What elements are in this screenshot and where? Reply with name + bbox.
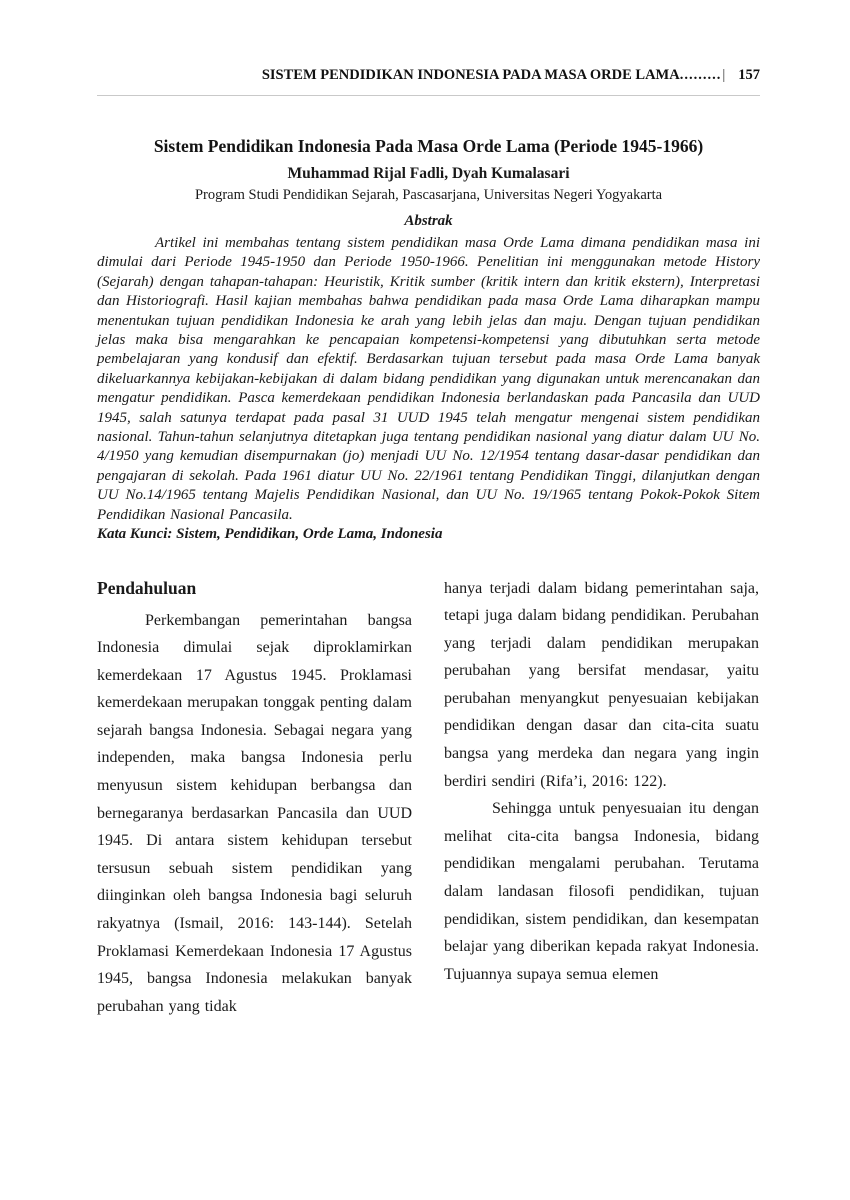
article-affiliation: Program Studi Pendidikan Sejarah, Pascasarjana, Universitas Negeri Yogyakarta (194, 187, 663, 203)
keywords-line: Kata Kunci: Sistem, Pendidikan, Orde Lama, Indonesia (97, 526, 443, 543)
header-dots: ......... (679, 67, 722, 83)
left-column (97, 575, 412, 1021)
page-number: 157 (738, 67, 760, 83)
body-paragraph: Perkembangan pemerintahan bangsa Indonesia dimulai sejak diproklamirkan kemerdekaan 17 Agustus 1945. Proklamasi kemerdekaan merupakan tonggak penting dalam sejarah bangsa Indonesia. Sebagai negara yang independen, maka bangsa Indonesia perlu menyusun sistem kehidupan berbangsa dan bernegaranya berdasarkan Pancasila dan UUD 1945. Di antara sistem kehidupan tersebut tersusun sebuah sistem pendidikan yang diinginkan oleh bangsa Indonesia bagi seluruh rakyatnya (Ismail, 2016: 143-144). Setelah Proklamasi Kemerdekaan Indonesia 17 Agustus 1945, bangsa Indonesia melakukan banyak perubahan yang tidak (97, 611, 412, 1015)
body-paragraph: Sehingga untuk penyesuaian itu dengan melihat cita-cita bangsa Indonesia, bidang pendidikan mengalami perubahan. Terutama dalam landasan filosofi pendidikan, tujuan pendidikan, sistem pendidikan, dan kesempatan belajar yang diberikan kepada rakyat Indonesia. Tujuannya supaya semua elemen (444, 800, 759, 983)
header-separator: | (722, 67, 726, 83)
section-heading-pendahuluan: Pendahuluan (97, 577, 197, 598)
abstract-text: Artikel ini membahas tentang sistem pendidikan masa Orde Lama dimana pendidikan masa ini dimulai dari Periode 1945-1950 dan Periode 1950-1966. Penelitian ini menggunakan metode History (Sejarah) dengan tahapan-tahapan: Heuristik, Kritik sumber (kritik intern dan kritik ekstern), Interpretasi dan Historiografi. Hasil kajian membahas bahwa pendidikan pada masa Orde Lama diharapkan mampu menentukan tujuan pendidikan Indonesia ke arah yang lebih jelas dan maju. Dengan tujuan pendidikan jelas maka bisa mengarahkan ke pencapaian kompetensi-kompetensi yang dibutuhkan serta metode pembelajaran yang kondusif dan efektif. Berdasarkan tujuan tersebut pada masa Orde Lama banyak dikeluarkannya kebijakan-kebijakan di dalam bidang pendidikan yang digunakan untuk merencanakan dan mengatur pendidikan. Pasca kemerdekaan pendidikan Indonesia berlandaskan pada Pancasila dan UUD 1945, salah satunya terdapat pada pasal 31 UUD 1945 telah mengatur mengenai sistem pendidikan nasional. Tahun-tahun selanjutnya ditetapkan juga tentang pendidikan nasional yang diatur dalam UU No. 4/1950 yang kemudian disempurnakan (jo) menjadi UU No. 12/1954 tentang dasar-dasar pendidikan dan pengajaran di sekolah. Pada 1961 diatur UU No. 22/1961 tentang Pendidikan Tinggi, dilanjutkan dengan UU No.14/1965 tentang Majelis Pendidikan Nasional, dan UU No. 19/1965 tentang Pokok-Pokok Sitem Pendidikan Nasional Pancasila. (97, 235, 760, 523)
right-column (444, 575, 759, 1021)
abstract-heading: Abstrak (404, 213, 453, 229)
running-title: SISTEM PENDIDIKAN INDONESIA PADA MASA ORDE LAMA (261, 67, 680, 83)
body-columns (97, 575, 760, 1021)
article-title: Sistem Pendidikan Indonesia Pada Masa Orde Lama (Periode 1945-1966) (153, 136, 704, 156)
body-paragraph: hanya terjadi dalam bidang pemerintahan saja, tetapi juga dalam bidang pendidikan. Perubahan yang terjadi dalam pendidikan merupakan perubahan yang bersifat mendasar, yaitu perubahan menyangkut penyesuaian kebijakan pendidikan dengan dasar dan cita-cita suatu bangsa yang merdeka dan negara yang ingin berdiri sendiri (Rifa’i, 2016: 122). (444, 579, 759, 790)
running-header (97, 66, 760, 84)
header-rule-divider (97, 95, 760, 96)
article-authors: Muhammad Rijal Fadli, Dyah Kumalasari (287, 165, 570, 182)
